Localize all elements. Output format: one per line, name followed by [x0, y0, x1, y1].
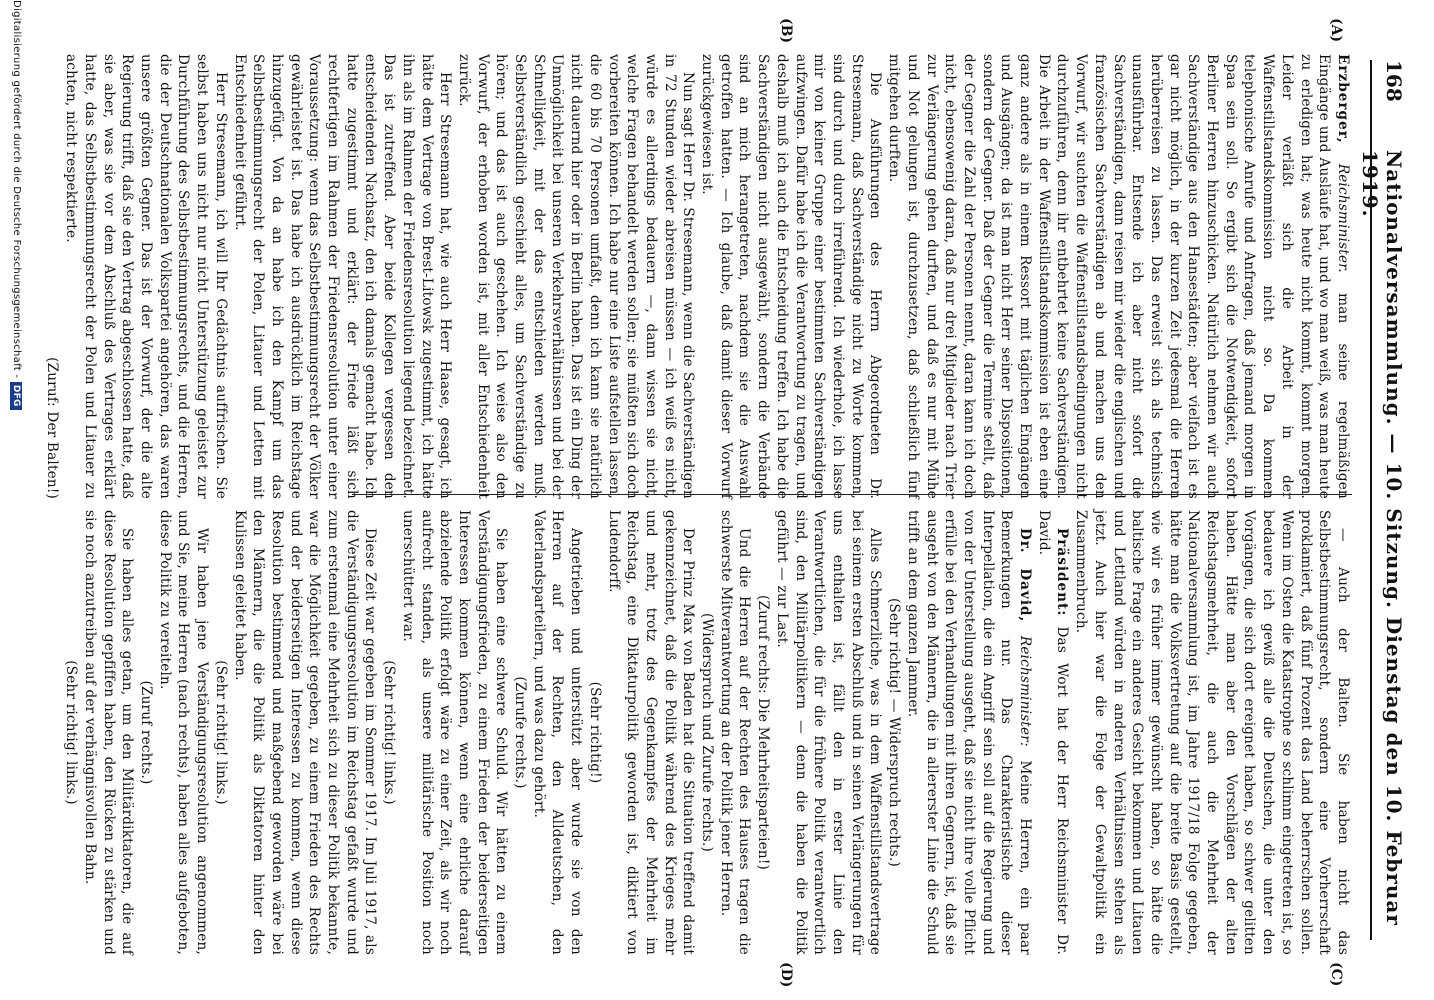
footer-text: Digitalisierung gefördert durch die Deutsche Forschungsgemeinschaft -	[11, 0, 22, 379]
paragraph: Wir haben jene Verständigungsresolution angenommen, und Sie, meine Herren (nach rechts), haben alles aufgeboten, diese Politik zu vereiteln.	[156, 510, 211, 955]
header-rule	[1370, 60, 1372, 940]
margin-marker-b: (B)	[778, 18, 794, 44]
right-column	[61, 510, 1352, 955]
interjection: (Zurufe rechts.)	[512, 676, 529, 789]
president-label: Präsident:	[1054, 528, 1071, 617]
speaker-name: Dr. David,	[1017, 528, 1034, 623]
paragraph: Sie haben alles getan, um den Militärdiktatoren, die auf diese Resolution gepfiffen haben, den Rücken zu stärken und sie noch anzutreiben auf der verhängnisvollen Bahn.	[81, 510, 136, 955]
speaker-role: Reichsminister.	[1335, 163, 1351, 273]
page-number: 168	[1382, 60, 1406, 102]
interjection: (Sehr richtig!)	[586, 681, 603, 784]
paragraph: Diese Zeit war gegeben im Sommer 1917. Im Juli 1917, als die Verständigungsresolution im Reichstag gefaßt wurde und zum erstenmal eine Mehrheit sich zu dieser Politik bekannte, war die Möglichkeit gegeben, zu einem Frieden des Rechts und der beiderseitigen Interessen zu kommen, wenn diese Resolution bestimmend und maßgebend geworden wäre bei den Männern, die die Politik als Diktatoren hinter den Kulissen geleitet haben.	[231, 510, 379, 955]
paragraph-text: man seine regelmäßigen Eingänge und Ausläufe hat, und wo man weiß, was man heute zu erledigen hat; was heute nicht kommt, kommt morgen. Leider verläßt sich die Arbeit in der Waffenstillstandskommission nicht so. Da kommen telephonische Anrufe und Anfragen, daß jemand morgen in Spaa sein soll. So ergibt sich die Notwendigkeit, sofort Berliner Herren hinzuschicken. Natürlich nehmen wir auch Sachverständige aus den Hansestädten; aber vielfach ist es gar nicht möglich, in der kurzen Zeit jedesmal die Herren herüberreisen zu lassen. Das erweist sich als technisch unausführbar. Entsende ich aber nicht sofort die Sachverständigen, dann reisen mir wieder die englischen und französischen Sachverständigen ab und machen uns den Vorwurf, wir suchten die Waffenstillstandsbedingungen nicht durchzuführen, denn ihr entbehrtet keine Sachverständigen. Die Arbeit in der Waffenstillstandskommission ist eben eine ganz andere als in einem Ressort mit täglichen Eingängen und Ausgängen; da ist man nicht Herr seiner Dispositionen, sondern der Gegner. Daß der Gegner die Termine stellt, daß der Gegner die Zahl der Personen nennt, daran kann ich doch nicht, ebensowenig daran, daß nur drei Mitglieder nach Trier zur Verlängerung gehen durften, und daß es nur mit Mühe und Not gelungen ist, durchzusetzen, daß schließlich fünf mitgehen durften.	[886, 54, 1351, 499]
paragraph: Herr Stresemann, ich will Ihr Gedächtnis auffrischen. Sie selbst haben uns nicht nur nicht Unterstützung geleistet zur Durchführung des Selbstbestimmungsrechts, und die Herren, die der Deutschnationalen Volkspartei angehören, das waren unsere größten Gegner. Das ist der Vorwurf, der die alte Regierung trifft, daß sie den Vertrag abgeschlossen hatte, daß sie aber, was sie vor dem Abschluß des Vertrages erklärt hatte, das Selbstbestimmungsrecht der Polen und Litauer zu achten, nicht respektierte.	[63, 54, 229, 499]
interjection: (Zuruf rechts: Die Mehrheitsparteien!)	[755, 594, 772, 871]
paragraph: Angetrieben und unterstützt aber wurde sie von den Herren auf der Rechten, den Alldeutschen, den Vaterlandsparteilern, und was dazu gehört.	[530, 510, 585, 955]
paragraph: Nun sagt Herr Dr. Stresemann, wenn die Sachverständigen in 72 Stunden wieder abreisen müssen — ich weiß es nicht, würde es allerdings bedauern —, dann wissen sie nicht, welche Fragen behandelt werden sollen; sie müßten sich doch vorbereiten können. Ich habe nur eine Liste aufstellen lassen, die 60 bis 70 Personen umfaßt, denn ich kann sie natürlich nicht dauernd hier oder in Berlin haben. Das ist ein Ding der Unmöglichkeit bei unseren Verkehrsverhältnissen und bei der Schnelligkeit, mit der das entschieden werden muß. Selbstverständlich geschieht alles, um Sachverständige zu hören; und das ist auch geschehen. Ich weise also den Vorwurf, der erhoben worden ist, mit aller Entschiedenheit zurück.	[455, 54, 697, 499]
left-column	[43, 54, 1352, 499]
interjection: (Zuruf: Der Balten!)	[44, 357, 61, 499]
margin-marker-d: (D)	[778, 962, 794, 988]
interjection: (Widerspruch und Zurufe rechts.)	[699, 612, 716, 852]
paragraph: Alles Schmerzliche, was in dem Waffenstillstandsvertrage bei seinem ersten Abschluß und in seinen Verlängerungen für uns enthalten ist, fällt den in erster Linie den Verantwortlichen, die für die frühere Politik verantwortlich sind, den Militärpolitikern — denn die haben die Politik geführt — zur Last.	[773, 510, 884, 955]
paragraph	[1034, 510, 1071, 955]
digitization-footer	[10, 0, 22, 1000]
interjection: (Sehr richtig! — Widerspruch rechts.)	[886, 598, 903, 867]
dfg-logo: DFG	[10, 382, 22, 410]
paragraph: — Auch der Balten. Sie haben nicht das Selbstbestimmungsrecht, sondern eine Vorherrschaft proklamiert, daß fünf Prozent das Land beherrschen sollen. Wenn im Osten die Katastrophe so schlimm eingetreten ist, so bedauere ich gewiß alle die Deutschen, die unter den Vorgängen, die sich dort ereignet haben, so schwer gelitten haben. Hätte man aber den Vorschlägen der alten Reichstagsmehrheit, die auch die Mehrheit der Nationalversammlung ist, im Jahre 1917/18 Folge gegeben, hätte man die Volksvertretung auf die breite Basis gestellt, wie wir es früher immer gewünscht haben, so hätte die baltische Frage ein anderes Gesicht bekommen und Litauen und Lettland würden in anderen Verhältnissen stehen als jetzt. Auch hier war die Folge der Gewaltpolitik ein Zusammenbruch.	[1073, 510, 1351, 955]
speaker-role: Reichsminister:	[1017, 635, 1034, 747]
paragraph: Sie haben eine schwere Schuld. Wir hätten zu einem Verständigungsfrieden, zu einem Frieden der beiderseitigen Interessen kommen können, wenn eine ehrliche darauf abzielende Politik erfolgt wäre zu einer Zeit, als wir noch aufrecht standen, als unsere militärische Position noch unerschüttert war.	[399, 510, 510, 955]
speaker-name: Erzberger,	[1335, 54, 1351, 144]
interjection: (Zuruf rechts.)	[138, 680, 154, 785]
margin-marker-c: (C)	[1328, 962, 1344, 987]
column-divider	[352, 494, 1352, 495]
paragraph: Die Ausführungen des Herrn Abgeordneten Dr. Stresemann, daß Sachverständige nicht zu Worte kommen, sind durch und durch irreführend. Ich wiederhole, ich lasse mir von keiner Gruppe einer bestimmten Sachverständigen aufzwingen. Dafür habe ich die Verantwortung zu tragen, und deshalb muß ich auch die Entscheidung treffen. Ich habe die Sachverständigen nicht ausgewählt, sondern die Verbände sind an mich herangetreten, nachdem sie die Auswahl getroffen hatten. — Ich glaube, daß damit dieser Vorwurf zurückgewiesen ist.	[699, 54, 884, 499]
paragraph-text: Das Wort hat der Herr Reichsminister Dr. David.	[1035, 510, 1071, 955]
paragraph: Der Prinz Max von Baden hat die Situation treffend damit gekennzeichnet, daß die Politik während des Krieges mehr und mehr, trotz des Gegenkampfes der Mehrheit im Reichstag, eine Diktaturpolitik geworden ist, diktiert von Ludendorff.	[605, 510, 697, 955]
paragraph-text: Meine Herren, ein paar Bemerkungen nur. Das Charakteristische dieser Interpellation, die ein Angriff sein soll auf die Regierung und von der Unterstellung ausgeht, daß sie nicht ihre volle Pflicht erfülle bei den Verhandlungen mit ihren Gegnern, ist, daß sie ausgeht von den Männern, die in allererster Linie die Schuld trifft an dem ganzen Jammer.	[904, 510, 1034, 955]
interjection: (Sehr richtig! links.)	[63, 660, 80, 805]
paragraph: Und die Herren auf der Rechten des Hauses tragen die schwerste Mitverantwortung an der Politik jener Herren.	[717, 510, 753, 955]
interjection: (Sehr richtig! links.)	[381, 660, 398, 805]
interjection: (Sehr richtig! links.)	[212, 660, 229, 805]
page-title: Nationalversammlung. — 10. Sitzung. Dienstag den 10. Februar 1919.	[1358, 150, 1406, 926]
paragraph	[884, 54, 1352, 499]
page-header	[1358, 60, 1412, 940]
paragraph: Herr Stresemann hat, wie auch Herr Haase, gesagt, ich hätte dem Vertrage von Brest-Litowsk zugestimmt, ich hätte ihn als im Rahmen der Friedensresolution liegend bezeichnet. Das ist zutreffend. Aber beide Kollegen vergessen den entscheidenden Nachsatz, den ich damals gemacht habe. Ich hatte zugestimmt und erklärt: der Friede läßt sich rechtfertigen im Rahmen der Friedensresolution unter einer Voraussetzung: wenn das Selbstbestimmungsrecht der Völker gewährleistet ist. Das habe ich ausdrücklich im Reichstage hinzugefügt. Von da an habe ich den Kampf um das Selbstbestimmungsrecht der Polen, Litauer und Letten mit Entschiedenheit geführt.	[231, 54, 454, 499]
paragraph	[903, 510, 1034, 955]
margin-marker-a: (A)	[1328, 18, 1344, 43]
